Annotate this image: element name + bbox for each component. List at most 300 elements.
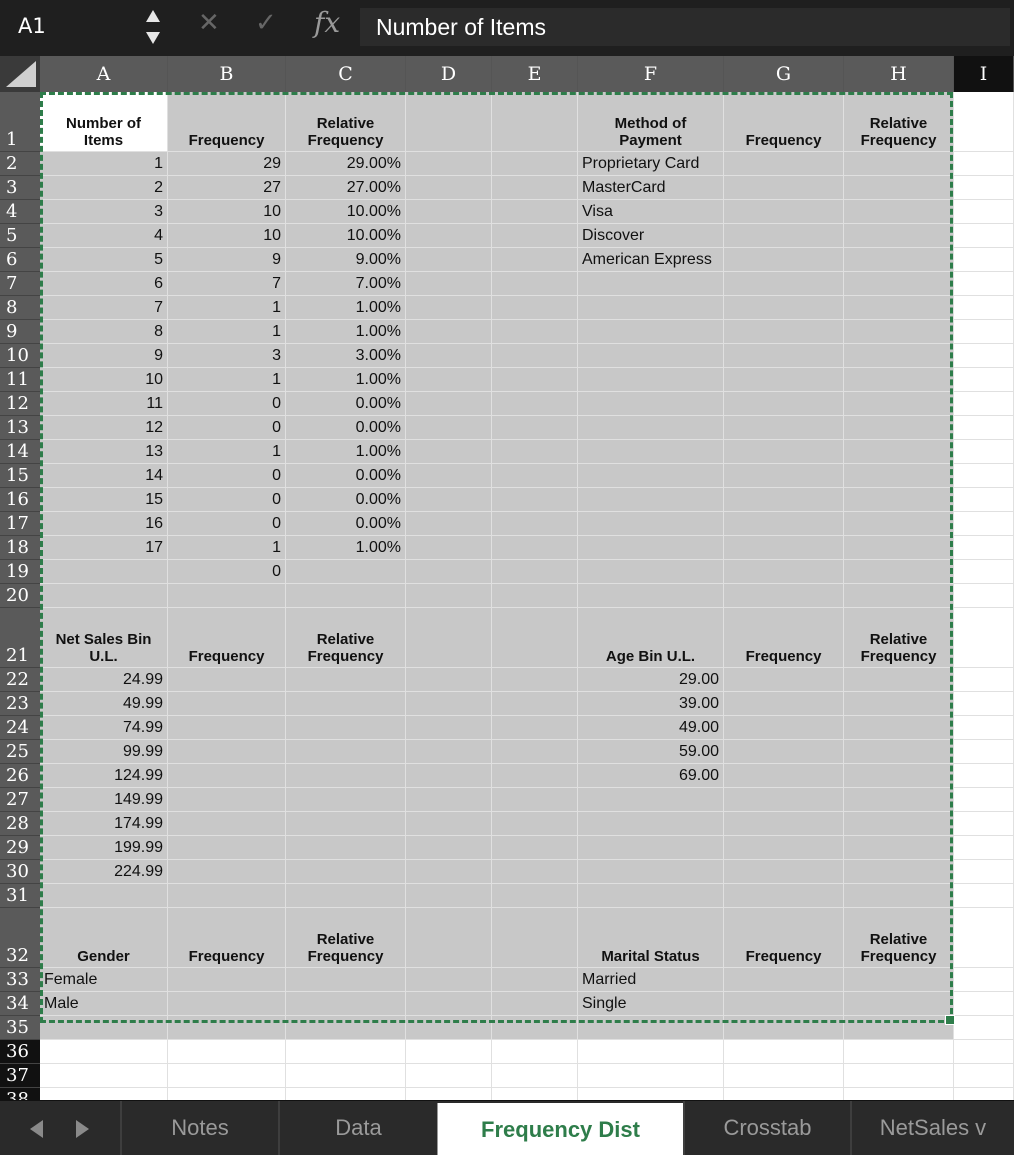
cell-g29[interactable]: [724, 836, 844, 860]
cell-d1[interactable]: [406, 92, 492, 152]
cell-c33[interactable]: [286, 968, 406, 992]
cell-e2[interactable]: [492, 152, 578, 176]
cell-f29[interactable]: [578, 836, 724, 860]
cell-b9[interactable]: 1: [168, 320, 286, 344]
cell-g1[interactable]: Frequency: [724, 92, 844, 152]
row-header-33[interactable]: 33: [0, 968, 40, 992]
cell-a1[interactable]: Number of Items: [40, 92, 168, 152]
cell-a36[interactable]: [40, 1040, 168, 1064]
cell-a29[interactable]: 199.99: [40, 836, 168, 860]
cell-i33[interactable]: [954, 968, 1014, 992]
cell-a15[interactable]: 14: [40, 464, 168, 488]
cell-b17[interactable]: 0: [168, 512, 286, 536]
cell-f28[interactable]: [578, 812, 724, 836]
sheet-tab-netsales-v[interactable]: NetSales v: [850, 1101, 1014, 1155]
cell-a37[interactable]: [40, 1064, 168, 1088]
cell-e35[interactable]: [492, 1016, 578, 1040]
cell-i32[interactable]: [954, 908, 1014, 968]
cell-f10[interactable]: [578, 344, 724, 368]
cell-g13[interactable]: [724, 416, 844, 440]
cell-e8[interactable]: [492, 296, 578, 320]
column-header-c[interactable]: C: [286, 56, 406, 92]
cell-i37[interactable]: [954, 1064, 1014, 1088]
cell-a8[interactable]: 7: [40, 296, 168, 320]
column-header-h[interactable]: H: [844, 56, 954, 92]
cell-h10[interactable]: [844, 344, 954, 368]
cell-i8[interactable]: [954, 296, 1014, 320]
cell-c38[interactable]: [286, 1088, 406, 1100]
cell-h32[interactable]: Relative Frequency: [844, 908, 954, 968]
cell-i11[interactable]: [954, 368, 1014, 392]
cell-b19[interactable]: 0: [168, 560, 286, 584]
cell-f13[interactable]: [578, 416, 724, 440]
cell-h28[interactable]: [844, 812, 954, 836]
cell-f11[interactable]: [578, 368, 724, 392]
cell-b29[interactable]: [168, 836, 286, 860]
cell-h31[interactable]: [844, 884, 954, 908]
cell-i16[interactable]: [954, 488, 1014, 512]
cell-a2[interactable]: 1: [40, 152, 168, 176]
cell-a25[interactable]: 99.99: [40, 740, 168, 764]
sheet-tab-data[interactable]: Data: [278, 1101, 437, 1155]
cell-h19[interactable]: [844, 560, 954, 584]
cell-e9[interactable]: [492, 320, 578, 344]
cell-b7[interactable]: 7: [168, 272, 286, 296]
cell-b37[interactable]: [168, 1064, 286, 1088]
cell-c13[interactable]: 0.00%: [286, 416, 406, 440]
cell-b4[interactable]: 10: [168, 200, 286, 224]
cell-e4[interactable]: [492, 200, 578, 224]
cell-f16[interactable]: [578, 488, 724, 512]
cell-c24[interactable]: [286, 716, 406, 740]
row-header-18[interactable]: 18: [0, 536, 40, 560]
cell-c31[interactable]: [286, 884, 406, 908]
cell-d6[interactable]: [406, 248, 492, 272]
cell-g36[interactable]: [724, 1040, 844, 1064]
cell-g10[interactable]: [724, 344, 844, 368]
cell-h15[interactable]: [844, 464, 954, 488]
row-header-11[interactable]: 11: [0, 368, 40, 392]
cell-e37[interactable]: [492, 1064, 578, 1088]
cell-g18[interactable]: [724, 536, 844, 560]
cell-h4[interactable]: [844, 200, 954, 224]
row-header-2[interactable]: 2: [0, 152, 40, 176]
cell-d16[interactable]: [406, 488, 492, 512]
column-header-f[interactable]: F: [578, 56, 724, 92]
cell-b31[interactable]: [168, 884, 286, 908]
cell-g25[interactable]: [724, 740, 844, 764]
cell-f3[interactable]: MasterCard: [578, 176, 724, 200]
cell-g16[interactable]: [724, 488, 844, 512]
cell-i14[interactable]: [954, 440, 1014, 464]
cell-b8[interactable]: 1: [168, 296, 286, 320]
cell-d15[interactable]: [406, 464, 492, 488]
cell-g9[interactable]: [724, 320, 844, 344]
cell-f24[interactable]: 49.00: [578, 716, 724, 740]
row-header-29[interactable]: 29: [0, 836, 40, 860]
cell-d5[interactable]: [406, 224, 492, 248]
cell-e33[interactable]: [492, 968, 578, 992]
cell-i17[interactable]: [954, 512, 1014, 536]
cell-h14[interactable]: [844, 440, 954, 464]
cell-c28[interactable]: [286, 812, 406, 836]
cell-i1[interactable]: [954, 92, 1014, 152]
cell-b25[interactable]: [168, 740, 286, 764]
cell-c22[interactable]: [286, 668, 406, 692]
cell-a17[interactable]: 16: [40, 512, 168, 536]
cell-i29[interactable]: [954, 836, 1014, 860]
cell-b12[interactable]: 0: [168, 392, 286, 416]
cell-f25[interactable]: 59.00: [578, 740, 724, 764]
cell-a4[interactable]: 3: [40, 200, 168, 224]
cell-i24[interactable]: [954, 716, 1014, 740]
cell-b16[interactable]: 0: [168, 488, 286, 512]
cell-i22[interactable]: [954, 668, 1014, 692]
cell-d14[interactable]: [406, 440, 492, 464]
cell-d25[interactable]: [406, 740, 492, 764]
cell-i20[interactable]: [954, 584, 1014, 608]
cell-a5[interactable]: 4: [40, 224, 168, 248]
cell-f4[interactable]: Visa: [578, 200, 724, 224]
cell-h20[interactable]: [844, 584, 954, 608]
cell-c18[interactable]: 1.00%: [286, 536, 406, 560]
cell-d3[interactable]: [406, 176, 492, 200]
cell-e17[interactable]: [492, 512, 578, 536]
name-box[interactable]: A1: [0, 4, 172, 48]
cell-f7[interactable]: [578, 272, 724, 296]
row-header-22[interactable]: 22: [0, 668, 40, 692]
cell-d37[interactable]: [406, 1064, 492, 1088]
cell-f27[interactable]: [578, 788, 724, 812]
cell-g30[interactable]: [724, 860, 844, 884]
cell-e6[interactable]: [492, 248, 578, 272]
column-header-i[interactable]: I: [954, 56, 1014, 92]
cell-e19[interactable]: [492, 560, 578, 584]
sheet-tab-crosstab[interactable]: Crosstab: [683, 1101, 850, 1155]
row-header-27[interactable]: 27: [0, 788, 40, 812]
cell-g26[interactable]: [724, 764, 844, 788]
cell-f14[interactable]: [578, 440, 724, 464]
cell-c1[interactable]: Relative Frequency: [286, 92, 406, 152]
row-header-12[interactable]: 12: [0, 392, 40, 416]
cell-d33[interactable]: [406, 968, 492, 992]
cell-c25[interactable]: [286, 740, 406, 764]
cell-b6[interactable]: 9: [168, 248, 286, 272]
cell-h11[interactable]: [844, 368, 954, 392]
cell-e16[interactable]: [492, 488, 578, 512]
cell-h3[interactable]: [844, 176, 954, 200]
cancel-icon[interactable]: ✕: [198, 8, 220, 38]
cell-b21[interactable]: Frequency: [168, 608, 286, 668]
cell-f30[interactable]: [578, 860, 724, 884]
cell-d30[interactable]: [406, 860, 492, 884]
cell-a11[interactable]: 10: [40, 368, 168, 392]
cell-i38[interactable]: [954, 1088, 1014, 1100]
select-all-corner[interactable]: [0, 56, 41, 92]
cell-f5[interactable]: Discover: [578, 224, 724, 248]
cell-a33[interactable]: Female: [40, 968, 168, 992]
cell-a10[interactable]: 9: [40, 344, 168, 368]
cell-f17[interactable]: [578, 512, 724, 536]
cell-a26[interactable]: 124.99: [40, 764, 168, 788]
cell-b14[interactable]: 1: [168, 440, 286, 464]
cell-a24[interactable]: 74.99: [40, 716, 168, 740]
row-header-3[interactable]: 3: [0, 176, 40, 200]
cell-d18[interactable]: [406, 536, 492, 560]
row-header-31[interactable]: 31: [0, 884, 40, 908]
cell-b2[interactable]: 29: [168, 152, 286, 176]
cell-g15[interactable]: [724, 464, 844, 488]
cell-h17[interactable]: [844, 512, 954, 536]
cell-g34[interactable]: [724, 992, 844, 1016]
cell-a38[interactable]: [40, 1088, 168, 1100]
cell-h2[interactable]: [844, 152, 954, 176]
cell-i18[interactable]: [954, 536, 1014, 560]
cell-b10[interactable]: 3: [168, 344, 286, 368]
cell-d20[interactable]: [406, 584, 492, 608]
cell-g17[interactable]: [724, 512, 844, 536]
cell-e13[interactable]: [492, 416, 578, 440]
cell-d27[interactable]: [406, 788, 492, 812]
sheet-tab-notes[interactable]: Notes: [120, 1101, 278, 1155]
cell-h30[interactable]: [844, 860, 954, 884]
cell-b33[interactable]: [168, 968, 286, 992]
cell-b32[interactable]: Frequency: [168, 908, 286, 968]
cell-c8[interactable]: 1.00%: [286, 296, 406, 320]
cell-f33[interactable]: Married: [578, 968, 724, 992]
cell-f20[interactable]: [578, 584, 724, 608]
cell-b18[interactable]: 1: [168, 536, 286, 560]
cell-g12[interactable]: [724, 392, 844, 416]
cell-e26[interactable]: [492, 764, 578, 788]
cell-e12[interactable]: [492, 392, 578, 416]
cell-c9[interactable]: 1.00%: [286, 320, 406, 344]
cell-f9[interactable]: [578, 320, 724, 344]
cell-b34[interactable]: [168, 992, 286, 1016]
cell-c10[interactable]: 3.00%: [286, 344, 406, 368]
cell-f38[interactable]: [578, 1088, 724, 1100]
cell-f32[interactable]: Marital Status: [578, 908, 724, 968]
cell-h6[interactable]: [844, 248, 954, 272]
row-header-23[interactable]: 23: [0, 692, 40, 716]
cell-c2[interactable]: 29.00%: [286, 152, 406, 176]
cell-i19[interactable]: [954, 560, 1014, 584]
cell-h16[interactable]: [844, 488, 954, 512]
row-header-21[interactable]: 21: [0, 608, 40, 668]
cell-d19[interactable]: [406, 560, 492, 584]
cell-b26[interactable]: [168, 764, 286, 788]
row-header-6[interactable]: 6: [0, 248, 40, 272]
cell-a18[interactable]: 17: [40, 536, 168, 560]
cell-i31[interactable]: [954, 884, 1014, 908]
cell-b1[interactable]: Frequency: [168, 92, 286, 152]
cell-g21[interactable]: Frequency: [724, 608, 844, 668]
cell-g32[interactable]: Frequency: [724, 908, 844, 968]
cell-d31[interactable]: [406, 884, 492, 908]
row-header-1[interactable]: 1: [0, 92, 40, 152]
chevron-up-icon[interactable]: [146, 10, 160, 22]
cell-d36[interactable]: [406, 1040, 492, 1064]
cell-h9[interactable]: [844, 320, 954, 344]
cell-e21[interactable]: [492, 608, 578, 668]
cell-b24[interactable]: [168, 716, 286, 740]
cell-a27[interactable]: 149.99: [40, 788, 168, 812]
row-header-9[interactable]: 9: [0, 320, 40, 344]
cell-b28[interactable]: [168, 812, 286, 836]
cell-e31[interactable]: [492, 884, 578, 908]
cell-d26[interactable]: [406, 764, 492, 788]
cell-g11[interactable]: [724, 368, 844, 392]
row-header-26[interactable]: 26: [0, 764, 40, 788]
cell-e14[interactable]: [492, 440, 578, 464]
cell-f12[interactable]: [578, 392, 724, 416]
column-header-d[interactable]: D: [406, 56, 492, 92]
cell-f34[interactable]: Single: [578, 992, 724, 1016]
row-header-8[interactable]: 8: [0, 296, 40, 320]
cell-h34[interactable]: [844, 992, 954, 1016]
cell-c34[interactable]: [286, 992, 406, 1016]
cell-f15[interactable]: [578, 464, 724, 488]
cell-a28[interactable]: 174.99: [40, 812, 168, 836]
cell-d38[interactable]: [406, 1088, 492, 1100]
cell-h26[interactable]: [844, 764, 954, 788]
cell-h22[interactable]: [844, 668, 954, 692]
cell-a34[interactable]: Male: [40, 992, 168, 1016]
cell-a3[interactable]: 2: [40, 176, 168, 200]
cell-g28[interactable]: [724, 812, 844, 836]
cell-d8[interactable]: [406, 296, 492, 320]
cell-e3[interactable]: [492, 176, 578, 200]
cell-f23[interactable]: 39.00: [578, 692, 724, 716]
cell-c20[interactable]: [286, 584, 406, 608]
cell-c23[interactable]: [286, 692, 406, 716]
cell-e24[interactable]: [492, 716, 578, 740]
cell-c15[interactable]: 0.00%: [286, 464, 406, 488]
cell-i25[interactable]: [954, 740, 1014, 764]
cell-h24[interactable]: [844, 716, 954, 740]
cell-c16[interactable]: 0.00%: [286, 488, 406, 512]
cell-a6[interactable]: 5: [40, 248, 168, 272]
cell-b11[interactable]: 1: [168, 368, 286, 392]
cell-c6[interactable]: 9.00%: [286, 248, 406, 272]
cell-b30[interactable]: [168, 860, 286, 884]
cell-i28[interactable]: [954, 812, 1014, 836]
cell-d10[interactable]: [406, 344, 492, 368]
row-header-13[interactable]: 13: [0, 416, 40, 440]
row-header-25[interactable]: 25: [0, 740, 40, 764]
cell-e38[interactable]: [492, 1088, 578, 1100]
cell-h38[interactable]: [844, 1088, 954, 1100]
cell-e34[interactable]: [492, 992, 578, 1016]
cell-a19[interactable]: [40, 560, 168, 584]
cell-g3[interactable]: [724, 176, 844, 200]
column-header-b[interactable]: B: [168, 56, 286, 92]
row-header-10[interactable]: 10: [0, 344, 40, 368]
cell-h1[interactable]: Relative Frequency: [844, 92, 954, 152]
cell-g4[interactable]: [724, 200, 844, 224]
cell-i13[interactable]: [954, 416, 1014, 440]
cell-e18[interactable]: [492, 536, 578, 560]
cell-b23[interactable]: [168, 692, 286, 716]
cell-f22[interactable]: 29.00: [578, 668, 724, 692]
row-header-14[interactable]: 14: [0, 440, 40, 464]
cell-b22[interactable]: [168, 668, 286, 692]
cell-a30[interactable]: 224.99: [40, 860, 168, 884]
cell-f36[interactable]: [578, 1040, 724, 1064]
column-header-g[interactable]: G: [724, 56, 844, 92]
fx-icon[interactable]: fx: [314, 6, 341, 39]
cell-i27[interactable]: [954, 788, 1014, 812]
cell-c30[interactable]: [286, 860, 406, 884]
cell-f2[interactable]: Proprietary Card: [578, 152, 724, 176]
cell-a13[interactable]: 12: [40, 416, 168, 440]
cell-h25[interactable]: [844, 740, 954, 764]
cell-g14[interactable]: [724, 440, 844, 464]
cell-i21[interactable]: [954, 608, 1014, 668]
cell-h35[interactable]: [844, 1016, 954, 1040]
cell-g24[interactable]: [724, 716, 844, 740]
cell-g19[interactable]: [724, 560, 844, 584]
cell-f18[interactable]: [578, 536, 724, 560]
row-header-19[interactable]: 19: [0, 560, 40, 584]
row-header-28[interactable]: 28: [0, 812, 40, 836]
cell-d7[interactable]: [406, 272, 492, 296]
cell-d13[interactable]: [406, 416, 492, 440]
cell-i36[interactable]: [954, 1040, 1014, 1064]
cell-d28[interactable]: [406, 812, 492, 836]
cell-a32[interactable]: Gender: [40, 908, 168, 968]
cell-c29[interactable]: [286, 836, 406, 860]
cell-e1[interactable]: [492, 92, 578, 152]
cell-g5[interactable]: [724, 224, 844, 248]
cell-e36[interactable]: [492, 1040, 578, 1064]
cell-i5[interactable]: [954, 224, 1014, 248]
cell-i3[interactable]: [954, 176, 1014, 200]
cell-g6[interactable]: [724, 248, 844, 272]
row-header-20[interactable]: 20: [0, 584, 40, 608]
fill-handle[interactable]: [945, 1015, 955, 1025]
cell-h12[interactable]: [844, 392, 954, 416]
cell-c21[interactable]: Relative Frequency: [286, 608, 406, 668]
cell-e5[interactable]: [492, 224, 578, 248]
tab-scroll-right-icon[interactable]: [76, 1120, 89, 1138]
row-header-5[interactable]: 5: [0, 224, 40, 248]
cell-c36[interactable]: [286, 1040, 406, 1064]
cell-a35[interactable]: [40, 1016, 168, 1040]
cell-b38[interactable]: [168, 1088, 286, 1100]
cell-i15[interactable]: [954, 464, 1014, 488]
cell-e11[interactable]: [492, 368, 578, 392]
cell-f1[interactable]: Method of Payment: [578, 92, 724, 152]
cell-a31[interactable]: [40, 884, 168, 908]
cell-d2[interactable]: [406, 152, 492, 176]
row-header-35[interactable]: 35: [0, 1016, 40, 1040]
row-header-32[interactable]: 32: [0, 908, 40, 968]
cell-e25[interactable]: [492, 740, 578, 764]
cell-e28[interactable]: [492, 812, 578, 836]
cell-d32[interactable]: [406, 908, 492, 968]
column-header-e[interactable]: E: [492, 56, 578, 92]
cell-c14[interactable]: 1.00%: [286, 440, 406, 464]
cell-i26[interactable]: [954, 764, 1014, 788]
cell-a20[interactable]: [40, 584, 168, 608]
cell-c3[interactable]: 27.00%: [286, 176, 406, 200]
cell-c12[interactable]: 0.00%: [286, 392, 406, 416]
cell-a12[interactable]: 11: [40, 392, 168, 416]
cell-i4[interactable]: [954, 200, 1014, 224]
cell-i12[interactable]: [954, 392, 1014, 416]
name-box-stepper[interactable]: [143, 8, 163, 48]
